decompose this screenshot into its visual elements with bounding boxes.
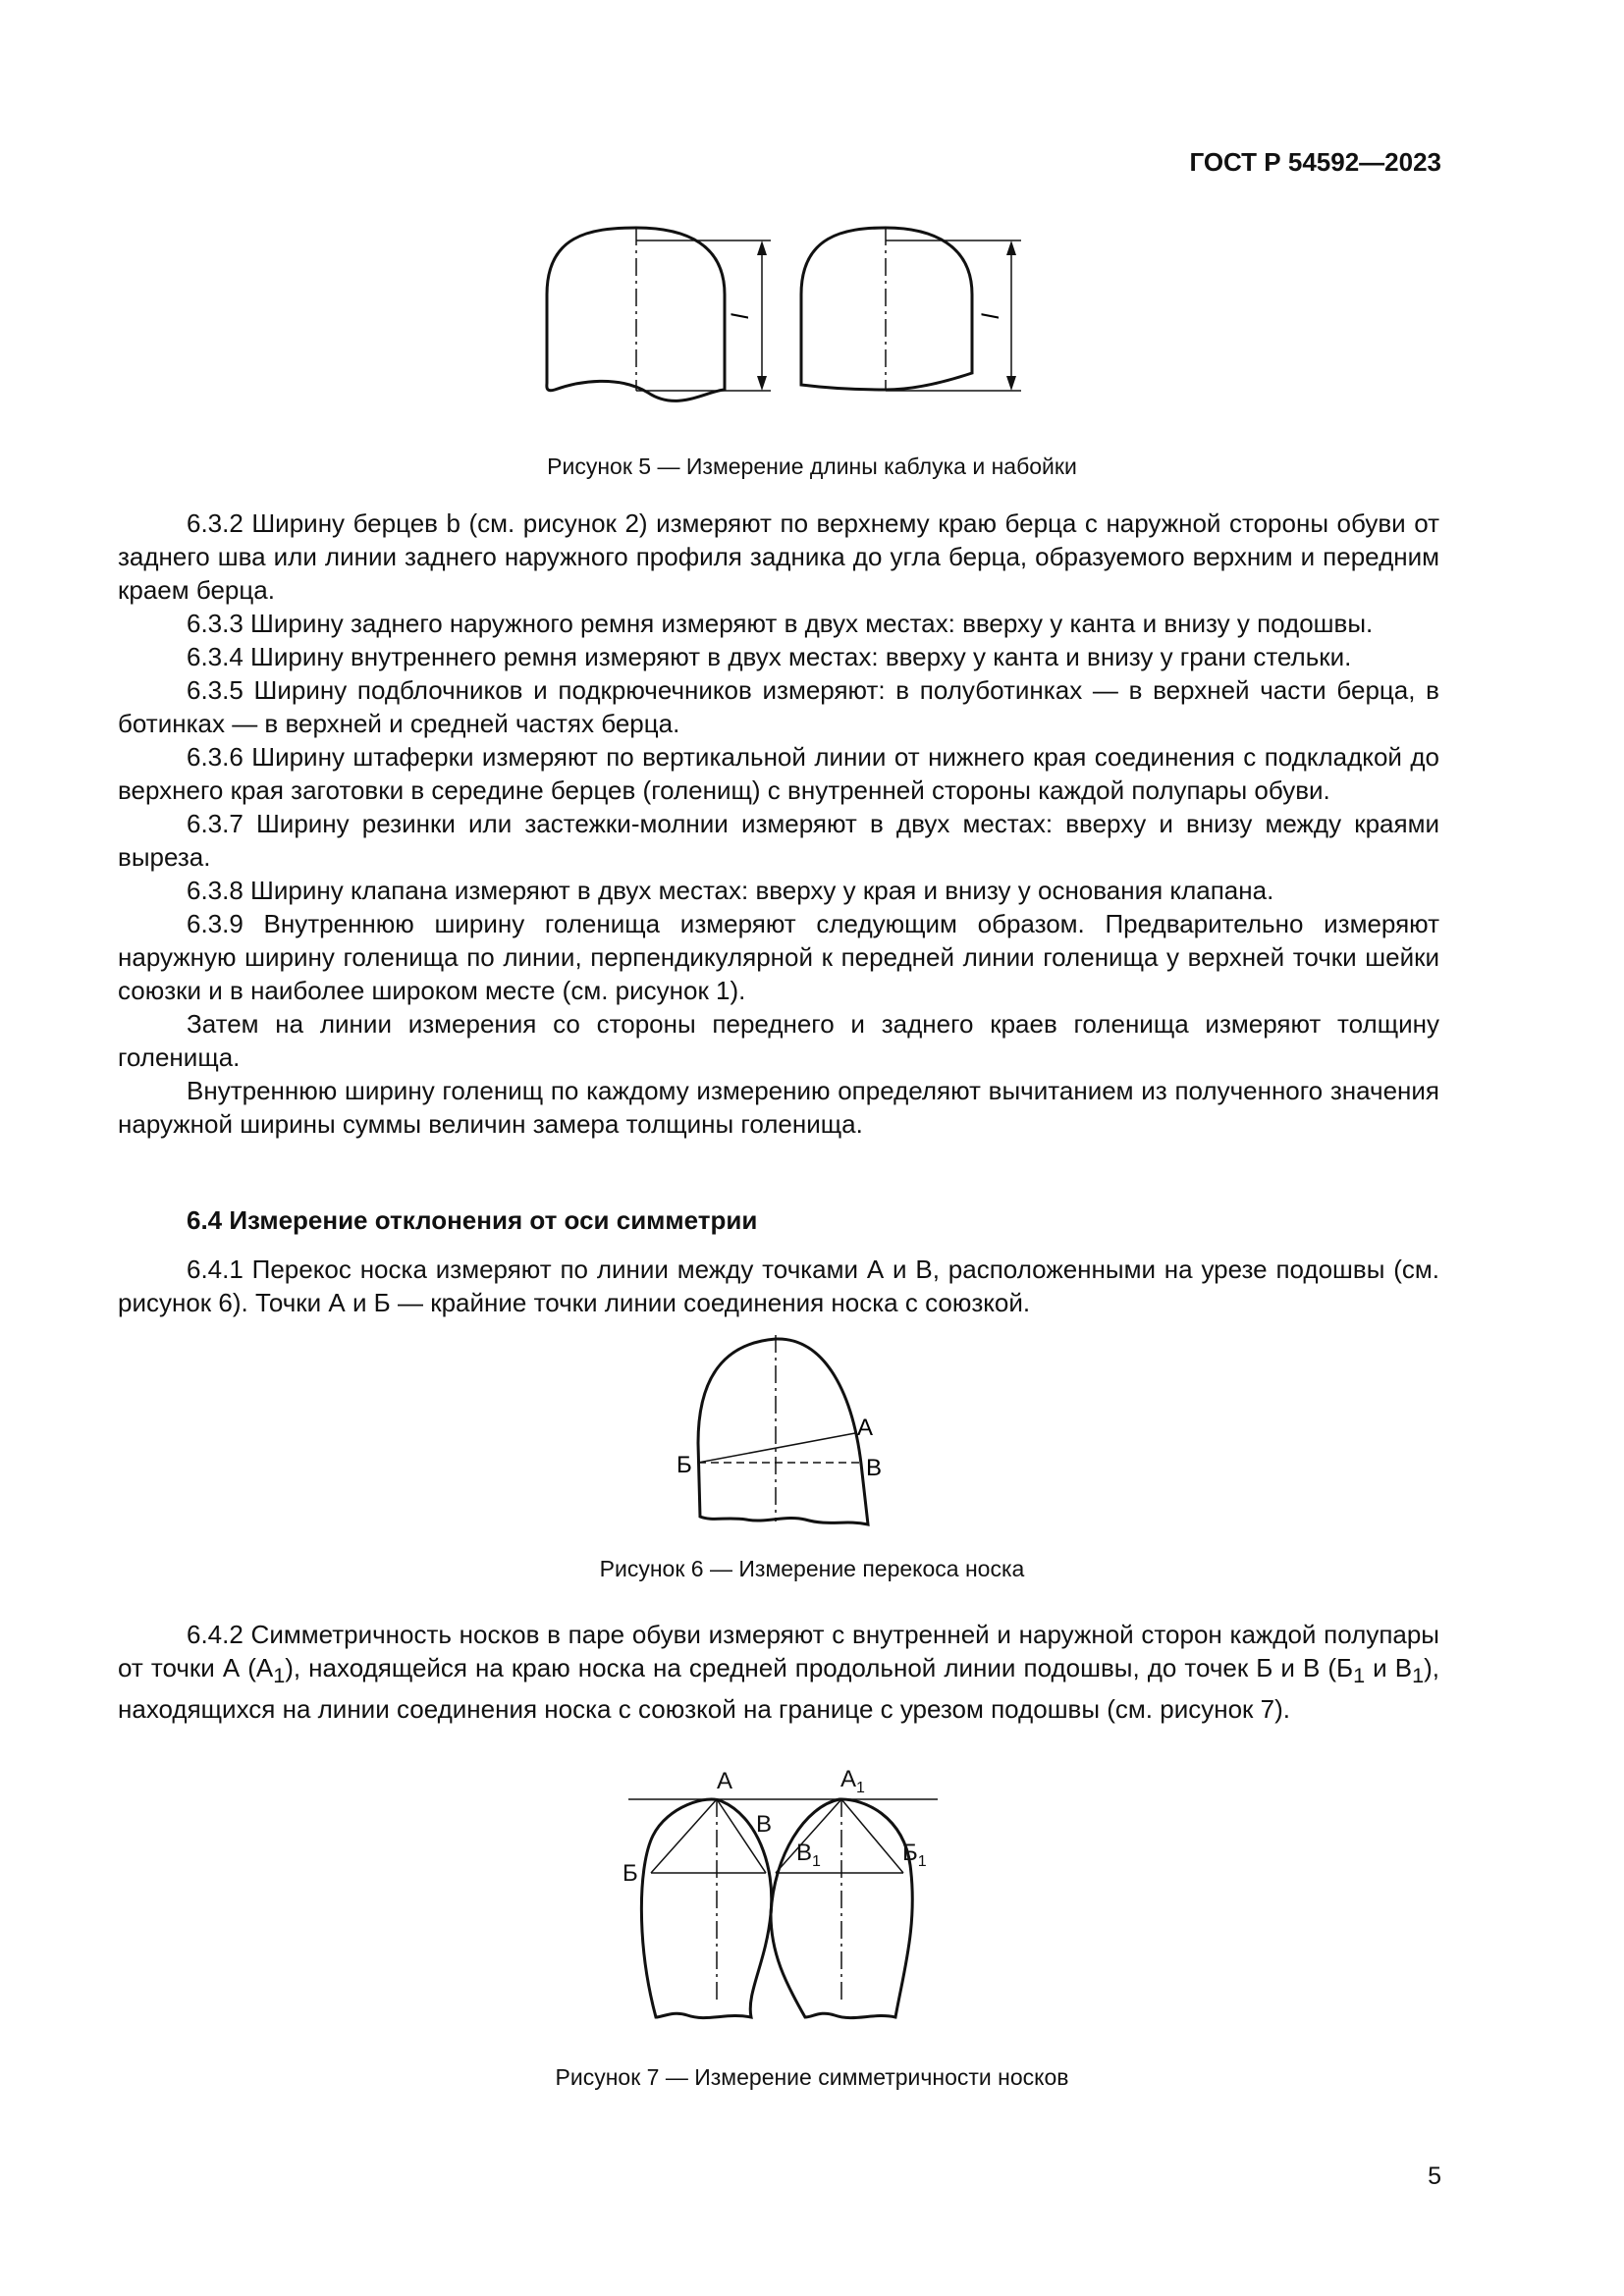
- paragraph: 6.3.5 Ширину подблочников и подкрючечников измеряют: в полуботинках — в верхней части берца, в ботинках — в верхней и средней частях берца.: [118, 675, 1439, 738]
- point-v1-label: $В_1$: [796, 1840, 821, 1870]
- figure-6-toe-skew: [0, 1330, 1624, 1536]
- paragraph: 6.3.8 Ширину клапана измеряют в двух местах: вверху у края и внизу у основания клапана.: [187, 876, 1274, 905]
- point-a1-label: $А_1$: [840, 1766, 865, 1796]
- section-6-4-heading: 6.4 Измерение отклонения от оси симметрии: [187, 1205, 758, 1235]
- figure-5-caption: Рисунок 5 — Измерение длины каблука и набойки: [547, 454, 1077, 479]
- length-label-right: l: [978, 313, 1004, 319]
- paragraph: 6.3.9 Внутреннюю ширину голенища измеряют следующим образом. Предварительно измеряют наружную ширину голенища по линии, перпендикулярной к передней линии голенища у верхней точки шейки союзки и в наиболее широком месте (см. рисунок 1).: [118, 909, 1439, 1005]
- figure-6-caption: Рисунок 6 — Измерение перекоса носка: [599, 1556, 1025, 1581]
- section-6-4-2: [118, 1618, 1439, 1726]
- point-a-label: А: [857, 1415, 874, 1441]
- point-b1-label: $Б_1$: [902, 1840, 927, 1870]
- figure-7-toe-symmetry: [0, 1752, 1624, 2027]
- point-v-label: В: [866, 1455, 883, 1481]
- section-6-4-1: [118, 1253, 1439, 1319]
- paragraph: 6.3.6 Ширину штаферки измеряют по вертикальной линии от нижнего края соединения с подкладкой до верхнего края заготовки в середине берцев (голенищ) с внутренней стороны каждой полупары обуви.: [118, 742, 1439, 805]
- length-label-left: l: [728, 313, 754, 319]
- point-a-label: А: [717, 1768, 733, 1794]
- point-v-label: В: [756, 1811, 773, 1838]
- page-number: 5: [1428, 2163, 1441, 2190]
- paragraph: 6.3.7 Ширину резинки или застежки-молнии измеряют в двух местах: вверху и внизу между краями выреза.: [118, 809, 1439, 872]
- document-code: ГОСТ Р 54592—2023: [1189, 147, 1441, 177]
- paragraph: 6.3.4 Ширину внутреннего ремня измеряют в двух местах: вверху у канта и внизу у грани стельки.: [187, 642, 1352, 671]
- figure-5-heel-length: [0, 221, 1624, 442]
- paragraph: 6.3.3 Ширину заднего наружного ремня измеряют в двух местах: вверху у канта и внизу у подошвы.: [187, 609, 1374, 638]
- paragraph: Внутреннюю ширину голенищ по каждому измерению определяют вычитанием из полученного значения наружной ширины суммы величин замера толщины голенища.: [118, 1076, 1439, 1139]
- section-6-3-body: [118, 507, 1439, 1141]
- point-b-label: Б: [677, 1452, 692, 1478]
- paragraph: 6.4.2 Симметричность носков в паре обуви измеряют с внутренней и наружной сторон каждой полупары от точки А $(А_1)$, находящейся на краю носка на средней продольной линии подошвы, до точек Б и В ($Б_1$ и $В_1$), находящихся на линии соединения носка с союзкой на границе с урезом подошвы (см. рисунок 7).: [118, 1620, 1440, 1725]
- figure-7-caption: Рисунок 7 — Измерение симметричности носков: [555, 2064, 1069, 2090]
- point-b-label: Б: [623, 1860, 638, 1887]
- paragraph: 6.3.2 Ширину берцев b (см. рисунок 2) измеряют по верхнему краю берца с наружной стороны обуви от заднего шва или линии заднего наружного профиля задника до угла берца, образуемого верхним и передним краем берца.: [118, 508, 1439, 605]
- paragraph: Затем на линии измерения со стороны переднего и заднего краев голенища измеряют толщину голенища.: [118, 1009, 1439, 1072]
- paragraph: 6.4.1 Перекос носка измеряют по линии между точками А и В, расположенными на урезе подошвы (см. рисунок 6). Точки А и Б — крайние точки линии соединения носка с союзкой.: [118, 1255, 1439, 1317]
